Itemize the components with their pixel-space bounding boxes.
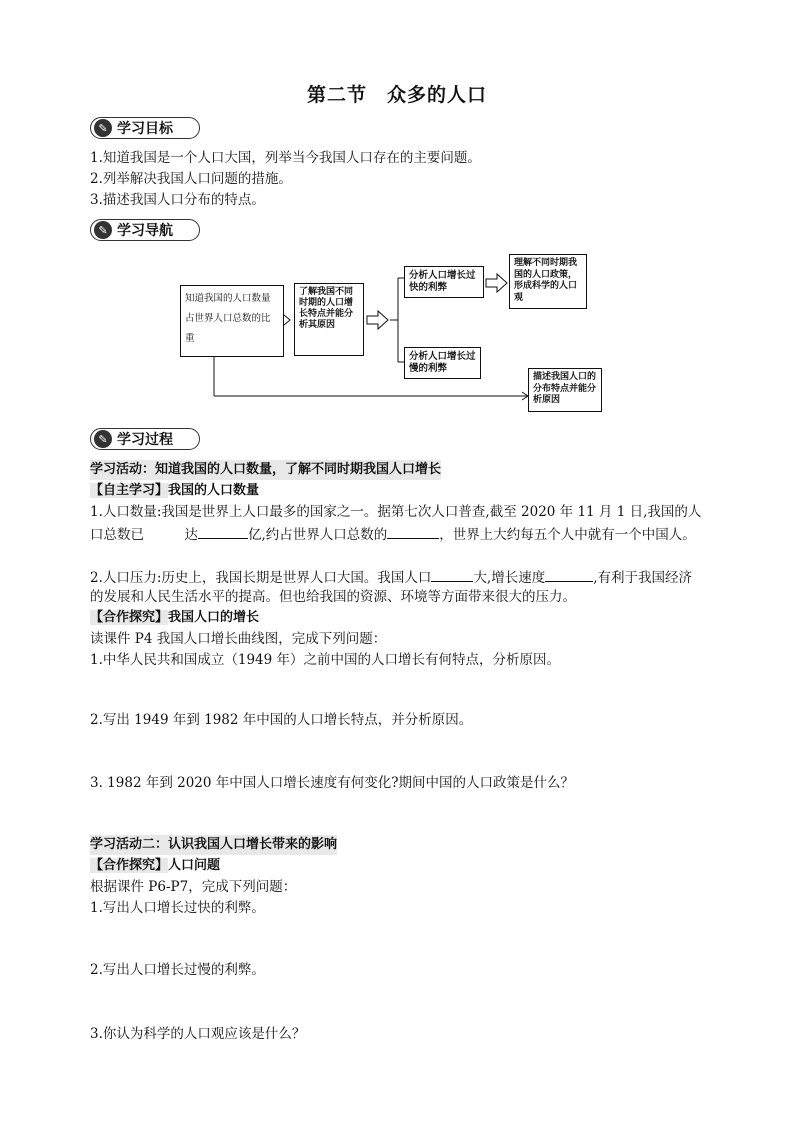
book-icon: ✎ xyxy=(94,221,112,239)
book-icon: ✎ xyxy=(94,119,112,137)
flow-box-distribution: 描述我国人口的分布特点并能分析原因 xyxy=(528,368,602,412)
question-text: 口总数已 达 xyxy=(90,527,198,543)
fill-blank[interactable] xyxy=(545,566,593,582)
fill-blank[interactable] xyxy=(431,566,473,582)
section-header-label: 学习导航 xyxy=(117,223,173,239)
coop-title: 我国人口的增长 xyxy=(168,610,260,625)
question-text: 2.人口压力:历史上，我国长期是世界人口大国。我国人口 xyxy=(90,570,432,586)
coop-tag: 【合作探究】 xyxy=(90,858,169,873)
fill-blank[interactable] xyxy=(198,523,248,539)
self-study-heading xyxy=(90,481,259,501)
flow-connectors xyxy=(0,0,794,420)
question-text: 的发展和人民生活水平的提高。但也给我国的资源、环境等方面带来很大的压力。 xyxy=(90,589,576,605)
fill-blank[interactable] xyxy=(387,523,439,539)
question-text: 亿,约占世界人口总数的 xyxy=(248,527,388,543)
page-title: 第二节 众多的人口 xyxy=(306,84,487,106)
question-text: 3. 1982 年到 2020 年中国人口增长速度有何变化?期间中国的人口政策是什么？ xyxy=(90,775,574,791)
book-icon: ✎ xyxy=(94,430,112,448)
goal-item: 2.列举解决我国人口问题的措施。 xyxy=(90,171,292,187)
question-text: 1.人口数量:我国是世界上人口最多的国家之一。据第七次人口普查,截至 2020 年 11 月 1 日,我国的人 xyxy=(90,504,702,520)
goal-item: 3.描述我国人口分布的特点。 xyxy=(90,192,265,208)
activity-heading: 学习活动二：认识我国人口增长带来的影响 xyxy=(90,835,337,855)
flow-box-growth-features: 了解我国不同时期的人口增长特点并能分析其原因 xyxy=(294,283,364,356)
self-study-tag: 【自主学习】 xyxy=(90,483,169,498)
section-header-label: 学习过程 xyxy=(117,432,173,448)
coop-intro: 读课件 P4 我国人口增长曲线图，完成下列问题： xyxy=(90,631,387,647)
question-text: 1.中华人民共和国成立（1949 年）之前中国的人口增长有何特点，分析原因。 xyxy=(90,652,561,668)
question-text: 2.写出 1949 年到 1982 年中国的人口增长特点，并分析原因。 xyxy=(90,712,473,728)
section-header-process xyxy=(90,428,200,450)
flow-box-population-policy: 理解不同时期我国的人口政策，形成科学的人口观 xyxy=(509,254,587,309)
question-text: ，世界上大约每五个人中就有一个中国人。 xyxy=(439,527,696,543)
question-text: 2.写出人口增长过慢的利弊。 xyxy=(90,962,265,978)
flow-box-population-share: 知道我国的人口数量占世界人口总数的比重 xyxy=(180,285,284,357)
coop-heading xyxy=(90,608,259,628)
flow-box-fast-growth: 分析人口增长过快的利弊 xyxy=(404,266,484,298)
question-line xyxy=(90,566,692,588)
goal-item: 1.知道我国是一个人口大国，列举当今我国人口存在的主要问题。 xyxy=(90,150,481,166)
section-header-label: 学习目标 xyxy=(117,121,173,137)
coop-title: 人口问题 xyxy=(168,858,221,873)
coop-tag: 【合作探究】 xyxy=(90,610,169,625)
question-text: ,有利于我国经济 xyxy=(593,570,693,586)
question-text: 3.你认为科学的人口观应该是什么？ xyxy=(90,1026,306,1042)
question-text: 大,增长速度 xyxy=(473,570,546,586)
flow-box-slow-growth: 分析人口增长过慢的利弊 xyxy=(404,347,481,379)
question-text: 1.写出人口增长过快的利弊。 xyxy=(90,900,265,916)
question-line xyxy=(90,523,696,545)
coop-intro: 根据课件 P6-P7，完成下列问题： xyxy=(90,879,297,895)
activity-heading: 学习活动：知道我国的人口数量，了解不同时期我国人口增长 xyxy=(90,460,441,480)
coop-heading xyxy=(90,856,220,876)
self-study-title: 我国的人口数量 xyxy=(168,483,260,498)
